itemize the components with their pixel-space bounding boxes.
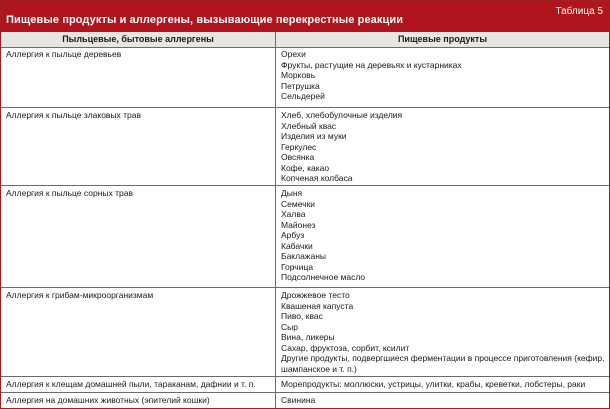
- table-title: Пищевые продукты и аллергены, вызывающие перекрестные реакции: [6, 14, 404, 26]
- food-item: Хлебный квас: [281, 120, 337, 131]
- allergen-cell: Аллергия к пыльце злаковых трав: [6, 110, 142, 120]
- food-item: Геркулес: [281, 141, 317, 152]
- food-item: Овсянка: [281, 152, 315, 162]
- food-item: Халва: [281, 209, 306, 219]
- food-item: Изделия из муки: [281, 131, 347, 141]
- table-row-grass-pollen: [1, 108, 609, 186]
- allergen-cell: Аллергия к грибам-микроорганизмам: [6, 290, 154, 300]
- food-item: Копченая колбаса: [281, 173, 353, 183]
- foods-cell: [281, 395, 607, 406]
- food-item: Морковь: [281, 70, 316, 80]
- foods-cell: [281, 379, 607, 390]
- allergen-cell: Аллергия к клещам домашней пыли, тараканам, дафнии и т. п.: [6, 379, 256, 389]
- food-item: Майонез: [281, 219, 316, 230]
- foods-cell: [281, 188, 607, 283]
- food-item: Петрушка: [281, 80, 320, 91]
- food-item: Сахар, фруктоза, сорбит, ксилит: [281, 342, 410, 353]
- allergen-cell: Аллергия к пыльце сорных трав: [6, 188, 133, 198]
- food-item: Семечки: [281, 198, 316, 209]
- food-item: Подсолнечное масло: [281, 272, 366, 282]
- food-item: Сыр: [281, 321, 298, 332]
- allergen-cell: Аллергия к пыльце деревьев: [6, 49, 122, 59]
- table-row-weed-pollen: [1, 186, 609, 288]
- header-allergens: Пыльцевые, бытовые аллергены: [62, 34, 214, 44]
- food-item: Кофе, какао: [281, 162, 330, 173]
- food-item: Хлеб, хлебобулочные изделия: [281, 110, 403, 120]
- allergen-cell: Аллергия на домашних животных (эпителий кошки): [6, 395, 210, 405]
- table-header-row: [1, 32, 609, 48]
- table-row-fungi: [1, 288, 609, 377]
- table-row-dust-mites: [1, 377, 609, 393]
- food-item: Другие продукты, подвергшиеся ферментации в процессе приготовления (кефир, шампанское и т. п.): [281, 353, 605, 374]
- food-item: Горчица: [281, 261, 314, 272]
- table-row-pets: [1, 393, 609, 408]
- food-item: Морепродукты: моллюски, устрицы, улитки, крабы, креветки, лобстеры, раки: [281, 379, 586, 389]
- food-item: Баклажаны: [281, 251, 327, 261]
- foods-cell: [281, 49, 607, 102]
- food-item: Фрукты, растущие на деревьях и кустарниках: [281, 59, 462, 70]
- food-item: Арбуз: [281, 230, 305, 240]
- food-item: Пиво, квас: [281, 311, 323, 321]
- foods-cell: [281, 290, 607, 374]
- food-item: Кабачки: [281, 240, 313, 251]
- food-item: Свинина: [281, 395, 316, 405]
- food-item: Сельдерей: [281, 91, 325, 101]
- title-bar: [1, 1, 609, 32]
- foods-cell: [281, 110, 607, 184]
- table-number: Таблица 5: [555, 6, 603, 17]
- header-foods: Пищевые продукты: [397, 34, 488, 44]
- food-item: Вина, ликеры: [281, 332, 335, 342]
- table-row-tree-pollen: [1, 47, 609, 108]
- food-item: Орехи: [281, 49, 306, 59]
- food-item: Дрожжевое тесто: [281, 290, 350, 300]
- food-item: Квашеная капуста: [281, 300, 354, 311]
- food-item: Дыня: [281, 188, 303, 198]
